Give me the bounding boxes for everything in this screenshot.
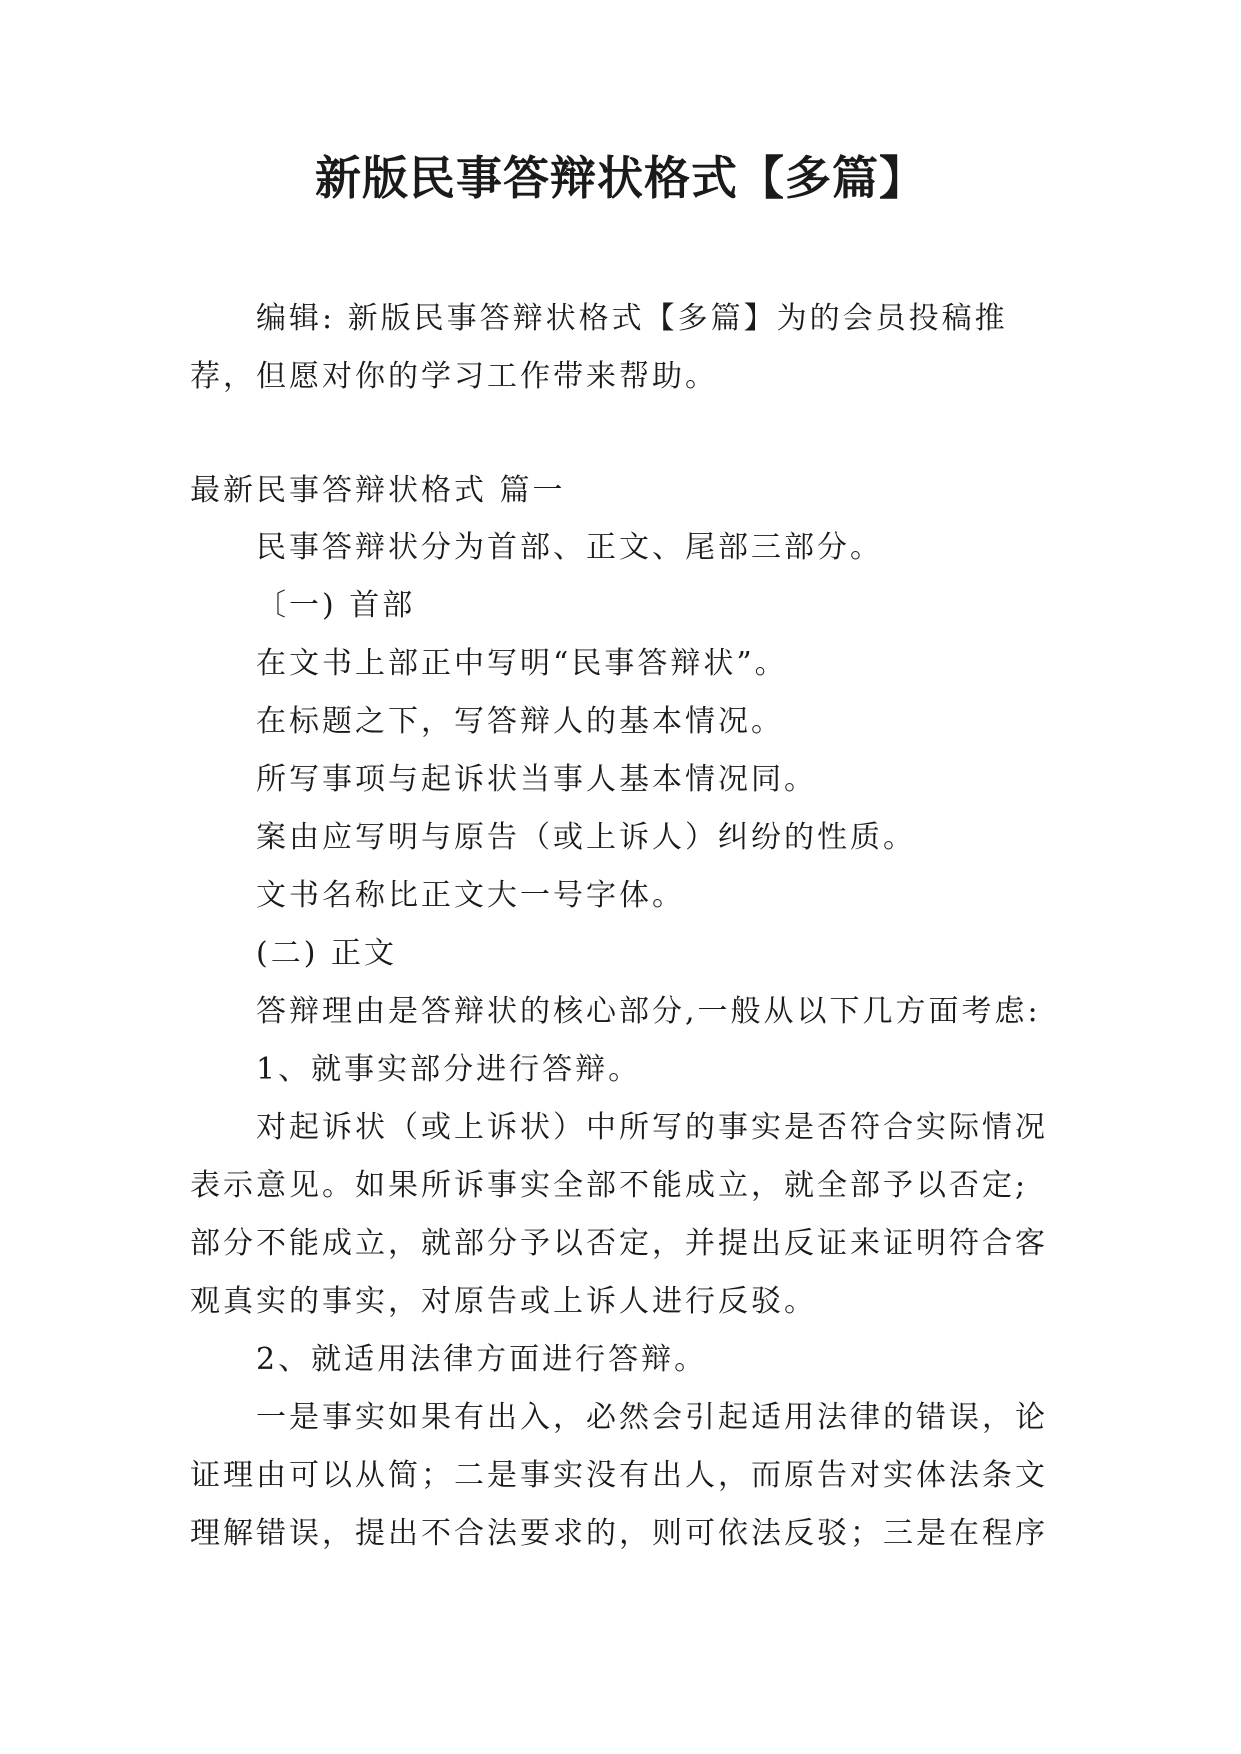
paragraph: 对起诉状（或上诉状）中所写的事实是否符合实际情况表示意见。如果所诉事实全部不能成立，就全部予以否定;部分不能成立，就部分予以否定，并提出反证来证明符合客观真实的事实，对原告或上诉人进行反驳。 [190,1110,1048,1319]
paragraph: 在标题之下，写答辩人的基本情况。 [256,704,784,739]
paragraph: 2、就适用法律方面进行答辩。 [256,1342,708,1377]
paragraph: 案由应写明与原告（或上诉人）纠纷的性质。 [256,820,916,855]
section-content [190,519,1060,1563]
paragraph: 答辩理由是答辩状的核心部分,一般从以下几方面考虑: [256,994,1041,1029]
paragraph: 民事答辩状分为首部、正文、尾部三部分。 [256,530,883,565]
paragraph: 文书名称比正文大一号字体。 [256,878,685,913]
paragraph: 所写事项与起诉状当事人基本情况同。 [256,762,817,797]
document-title: 新版民事答辩状格式【多篇】 [315,151,926,205]
paragraph: (二) 正文 [256,936,397,971]
section-heading: 最新民事答辩状格式 篇一 [190,473,566,508]
paragraph: 1、就事实部分进行答辩。 [256,1052,642,1087]
paragraph: 在文书上部正中写明“民事答辩状”。 [256,646,788,681]
paragraph: 〔一) 首部 [256,588,416,623]
intro-paragraph: 编辑: 新版民事答辩状格式【多篇】为的会员投稿推荐，但愿对你的学习工作带来帮助。 [190,301,1008,394]
paragraph: 一是事实如果有出入，必然会引起适用法律的错误，论证理由可以从简；二是事实没有出人，而原告对实体法条文理解错误，提出不合法要求的，则可依法反驳；三是在程序 [190,1400,1048,1551]
